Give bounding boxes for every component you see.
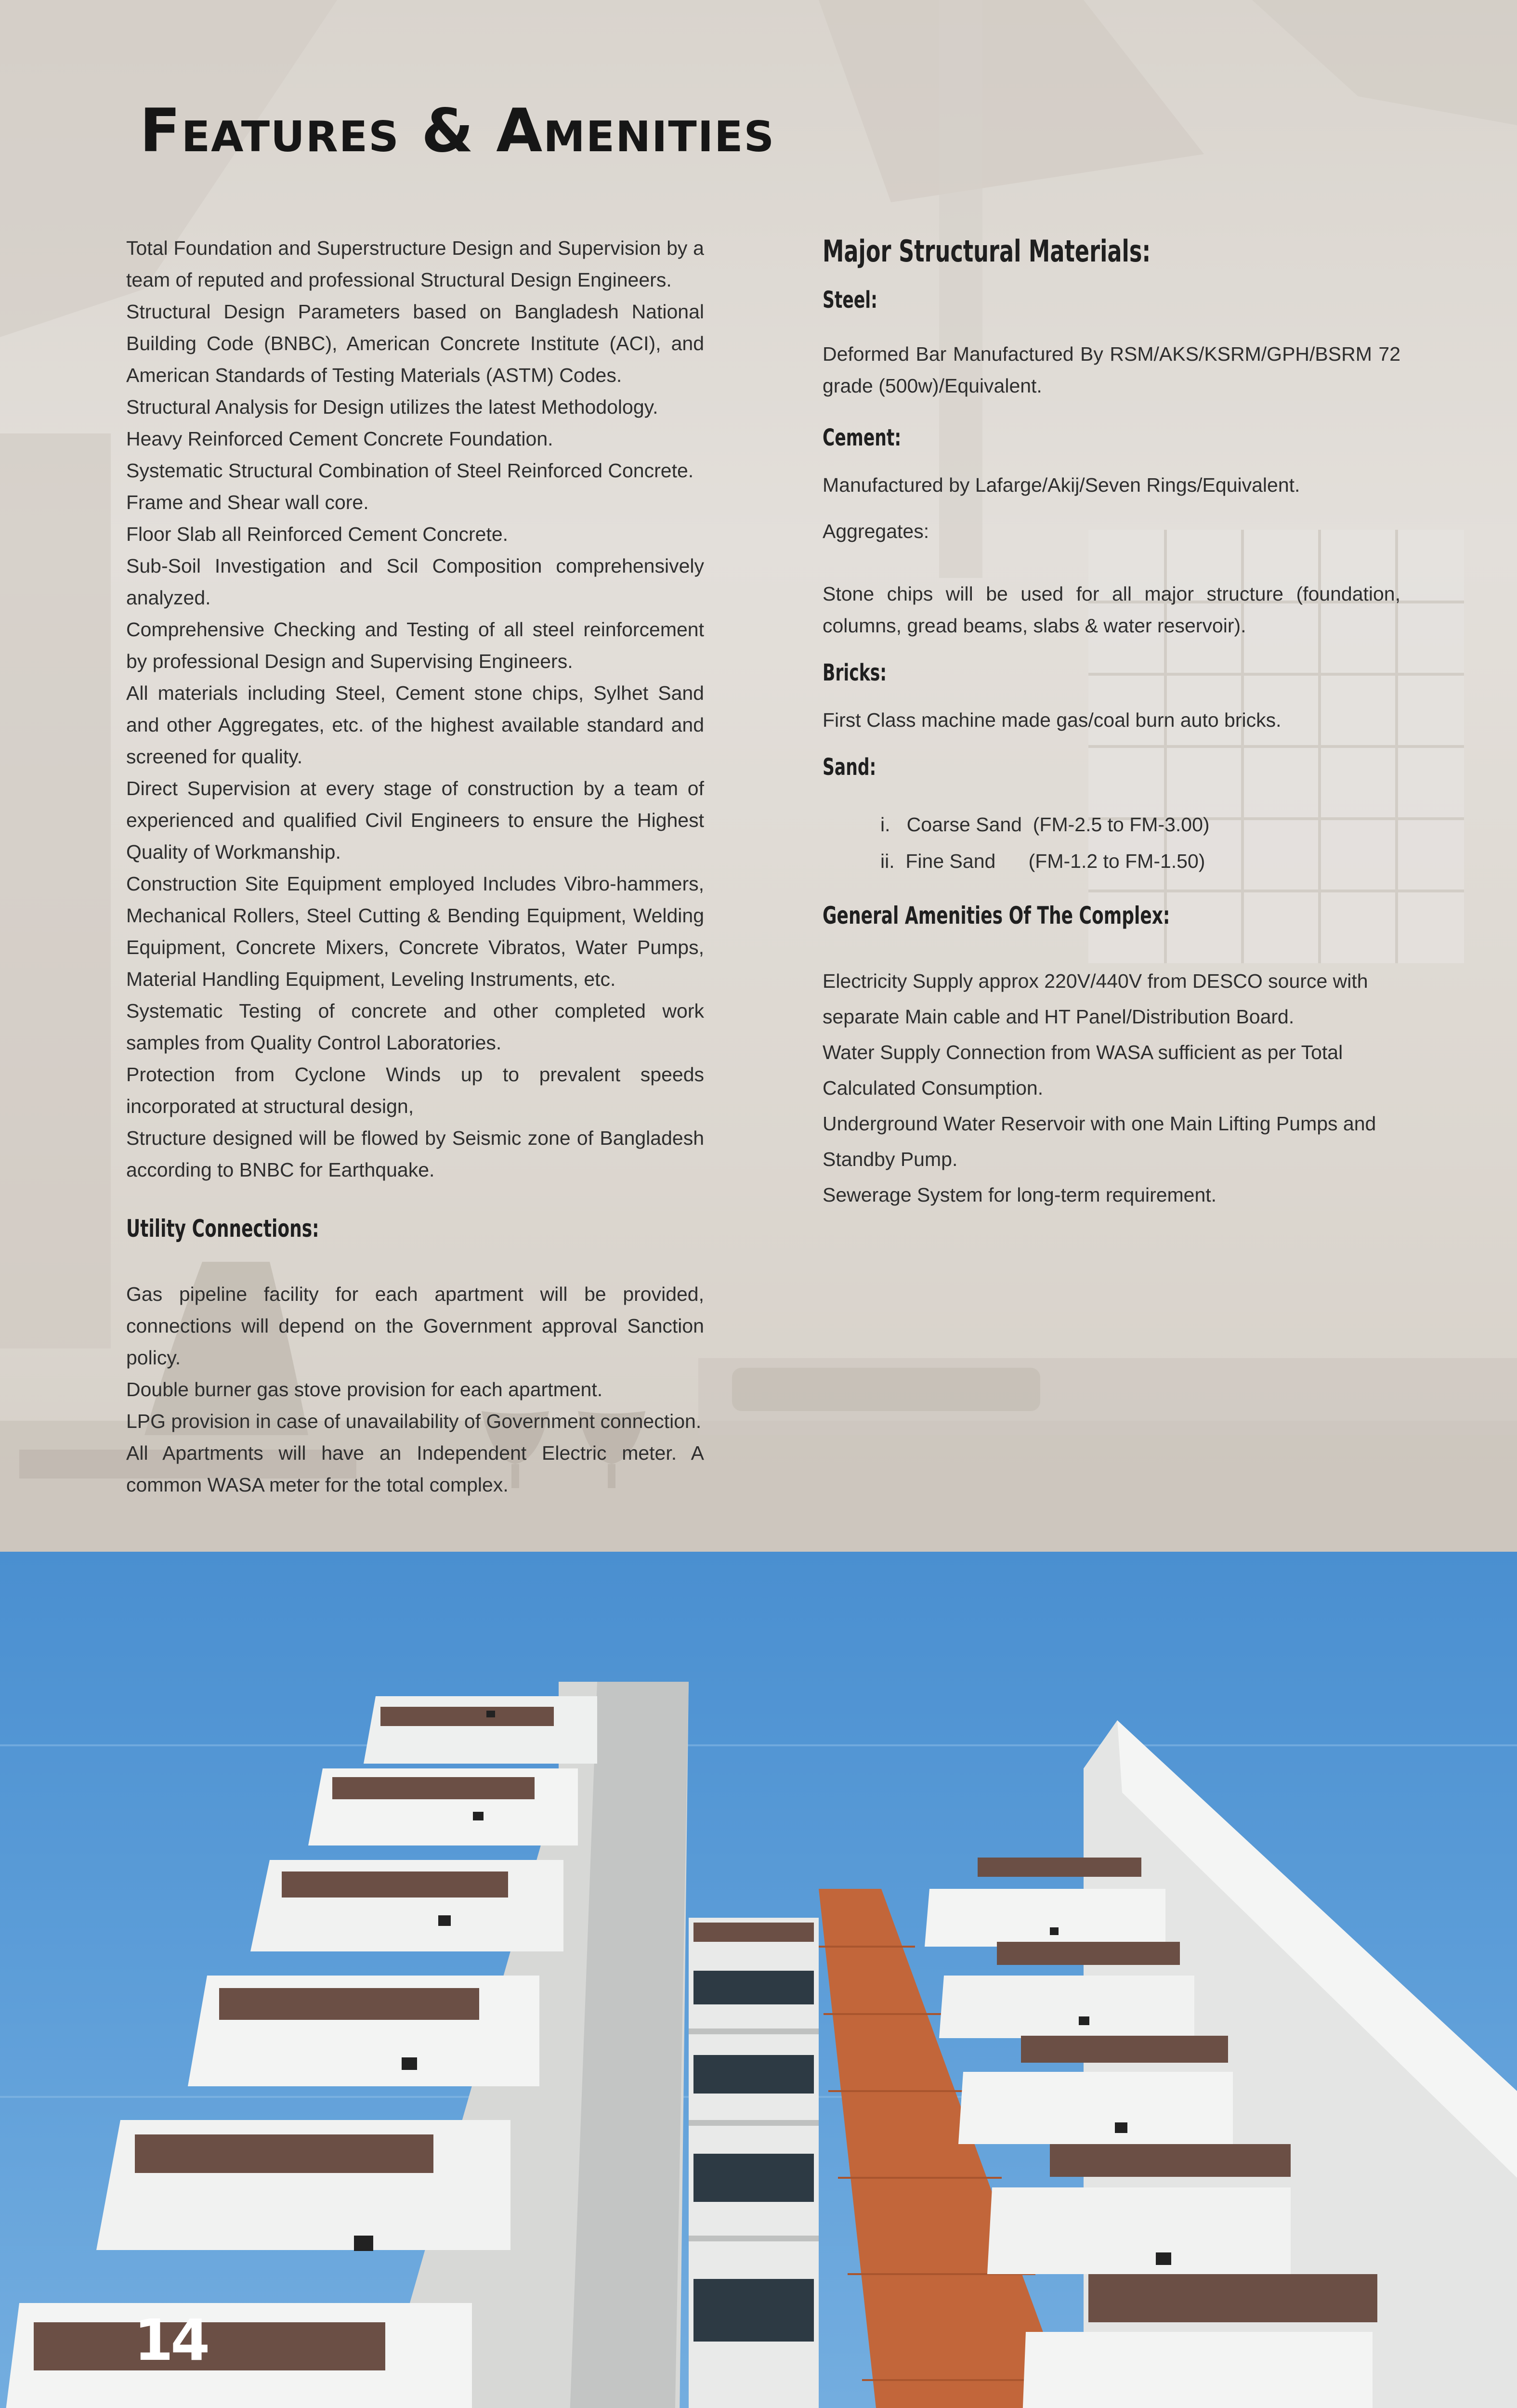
features-list <box>126 232 704 1186</box>
general-amenities-list <box>823 963 1400 1213</box>
page-number: 14 <box>134 2307 208 2373</box>
aggregates-label: Aggregates: <box>823 520 929 542</box>
cement-text: Manufactured by Lafarge/Akij/Seven Rings/Equivalent. <box>823 474 1300 496</box>
general-amenity-item: Electricity Supply approx 220V/440V from DESCO source with separate Main cable and HT Panel/Distribution Board. <box>823 970 1368 1028</box>
page-title: Features & Amenities <box>140 96 775 166</box>
general-amenity-item: Sewerage System for long-term requirement. <box>823 1184 1217 1206</box>
feature-item: Construction Site Equipment employed Includes Vibro-hammers, Mechanical Rollers, Steel Cutting & Bending Equipment, Welding Equipment, Concrete Mixers, Concrete Vibratos, Water Pumps, Material Handling Equipment, Leveling Instruments, etc. <box>126 873 704 990</box>
feature-item: Protection from Cyclone Winds up to prevalent speeds incorporated at structural design, <box>126 1063 704 1117</box>
major-materials-heading: Major Structural Materials: <box>823 234 1151 269</box>
feature-item: Structural Analysis for Design utilizes the latest Methodology. <box>126 396 658 418</box>
sand-list <box>880 806 1400 879</box>
steel-text: Deformed Bar Manufactured By RSM/AKS/KSRM/GPH/BSRM 72 grade (500w)/Equivalent. <box>823 343 1400 397</box>
sand-item: i. Coarse Sand (FM-2.5 to FM-3.00) <box>880 813 1210 836</box>
utility-item: Double burner gas stove provision for each apartment. <box>126 1378 603 1400</box>
building-exterior-image <box>0 1552 1517 2408</box>
utility-item: All Apartments will have an Independent Electric meter. A common WASA meter for the total complex. <box>126 1442 704 1496</box>
utility-connections-heading: Utility Connections: <box>126 1215 319 1243</box>
feature-item: Structural Design Parameters based on Bangladesh National Building Code (BNBC), American Concrete Institute (ACI), and American Standards of Testing Materials (ASTM) Codes. <box>126 301 704 386</box>
utility-list <box>126 1278 704 1501</box>
aggregates-text: Stone chips will be used for all major structure (foundation, columns, gread beams, slabs & water reservoir). <box>823 583 1400 637</box>
general-amenity-item: Water Supply Connection from WASA sufficient as per Total Calculated Consumption. <box>823 1041 1343 1099</box>
sand-item: ii. Fine Sand (FM-1.2 to FM-1.50) <box>880 850 1205 872</box>
feature-item: Frame and Shear wall core. <box>126 491 369 513</box>
cement-heading: Cement: <box>823 424 902 451</box>
bricks-text: First Class machine made gas/coal burn auto bricks. <box>823 709 1282 731</box>
feature-item: Total Foundation and Superstructure Design and Supervision by a team of reputed and professional Structural Design Engineers. <box>126 237 704 291</box>
feature-item: Systematic Structural Combination of Steel Reinforced Concrete. <box>126 459 694 482</box>
feature-item: Heavy Reinforced Cement Concrete Foundation. <box>126 428 553 450</box>
feature-item: Floor Slab all Reinforced Cement Concrete. <box>126 523 509 545</box>
feature-item: Direct Supervision at every stage of construction by a team of experienced and qualified Civil Engineers to ensure the Highest Quality of Workmanship. <box>126 777 704 863</box>
right-column <box>823 232 1400 1213</box>
feature-item: Comprehensive Checking and Testing of all steel reinforcement by professional Design and Supervising Engineers. <box>126 618 704 672</box>
feature-item: Structure designed will be flowed by Seismic zone of Bangladesh according to BNBC for Earthquake. <box>126 1127 704 1181</box>
feature-item: All materials including Steel, Cement stone chips, Sylhet Sand and other Aggregates, etc. of the highest available standard and screened for quality. <box>126 682 704 768</box>
general-amenities-heading: General Amenities Of The Complex: <box>823 902 1170 929</box>
feature-item: Systematic Testing of concrete and other completed work samples from Quality Control Laboratories. <box>126 1000 704 1054</box>
left-column <box>126 232 704 1501</box>
feature-item: Sub-Soil Investigation and Scil Composition comprehensively analyzed. <box>126 555 704 609</box>
utility-item: LPG provision in case of unavailability of Government connection. <box>126 1410 702 1432</box>
sand-heading: Sand: <box>823 754 876 781</box>
utility-item: Gas pipeline facility for each apartment will be provided, connections will depend on the Government approval Sanction policy. <box>126 1283 704 1369</box>
general-amenity-item: Underground Water Reservoir with one Main Lifting Pumps and Standby Pump. <box>823 1112 1376 1170</box>
steel-heading: Steel: <box>823 287 877 314</box>
building-illustration <box>0 1552 1517 2408</box>
bricks-heading: Bricks: <box>823 659 887 686</box>
